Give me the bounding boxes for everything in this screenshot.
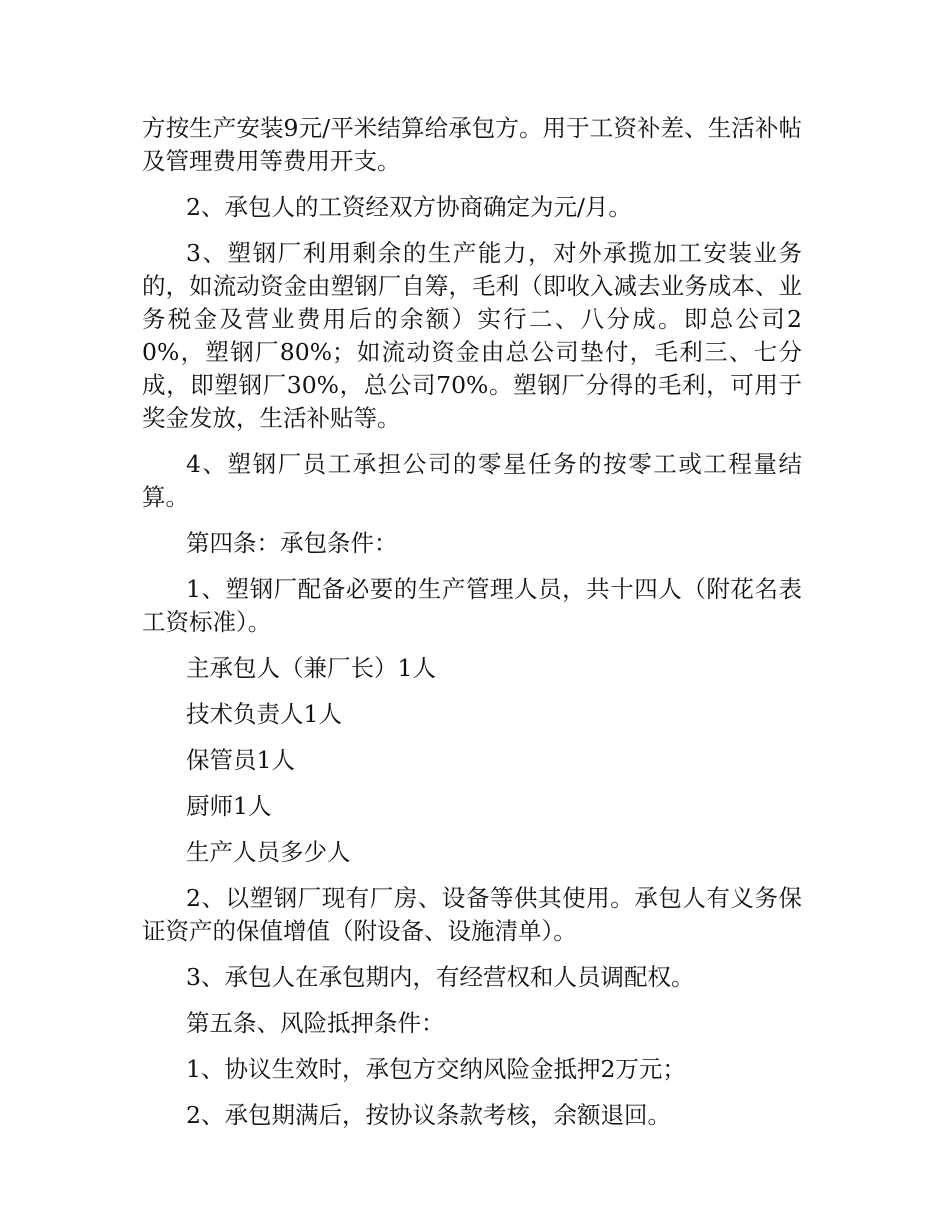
paragraph-odd-jobs: 4、塑钢厂员工承担公司的零星任务的按零工或工程量结算。: [142, 450, 802, 511]
paragraph-risk-deposit: 1、协议生效时，承包方交纳风险金抵押2万元；: [186, 1055, 686, 1083]
staff-item-production-workers: 生产人员多少人: [186, 838, 351, 866]
paragraph-settlement-continued: 方按生产安装9元/平米结算给承包方。用于工资补差、生活补帖及管理费用等费用开支。: [142, 114, 802, 175]
paragraph-profit-sharing: 3、塑钢厂利用剩余的生产能力，对外承揽加工安装业务的，如流动资金由塑钢厂自筹，毛利（即收入减去业务成本、业务税金及营业费用后的余额）实行二、八分成。即总公司20%，塑钢厂80%；如流动资金由总公司垫付，毛利三、七分成，即塑钢厂30%，总公司70%。塑钢厂分得的毛利，可用于奖金发放，生活补贴等。: [142, 239, 802, 432]
staff-item-main-contractor: 主承包人（兼厂长）1人: [186, 654, 436, 682]
heading-article-four: 第四条：承包条件：: [186, 529, 398, 557]
paragraph-staffing: 1、塑钢厂配备必要的生产管理人员，共十四人（附花名表工资标准）。: [142, 575, 802, 636]
document-body: [142, 112, 802, 1145]
paragraph-facilities: 2、以塑钢厂现有厂房、设备等供其使用。承包人有义务保证资产的保值增值（附设备、设施清单）。: [142, 884, 802, 945]
paragraph-management-rights: 3、承包人在承包期内，有经营权和人员调配权。: [186, 963, 695, 991]
paragraph-deposit-refund: 2、承包期满后，按协议条款考核，余额退回。: [186, 1101, 671, 1129]
staff-item-storekeeper: 保管员1人: [186, 746, 295, 774]
staff-item-chef: 厨师1人: [186, 792, 272, 820]
paragraph-contractor-salary: 2、承包人的工资经双方协商确定为元/月。: [186, 193, 632, 221]
staff-item-technical-lead: 技术负责人1人: [186, 700, 342, 728]
heading-article-five: 第五条、风险抵押条件：: [186, 1009, 445, 1037]
